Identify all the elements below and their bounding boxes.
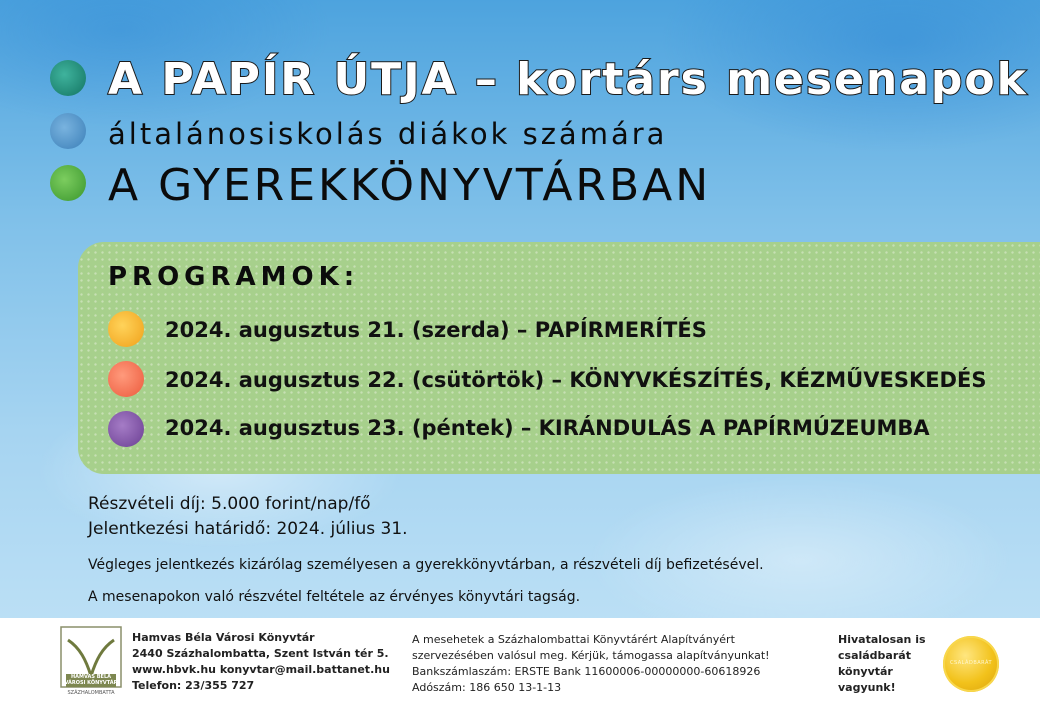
fee-text: Részvételi díj: 5.000 forint/nap/fő bbox=[88, 494, 371, 514]
registration-text: Végleges jelentkezés kizárólag személyesen a gyerekkönyvtárban, a részvételi díj befizetésével. bbox=[88, 557, 764, 573]
library-address: 2440 Százhalombatta, Szent István tér 5. bbox=[132, 647, 389, 660]
family-friendly-seal-icon bbox=[943, 636, 999, 692]
logo-line-1: HAMVAS BÉLA bbox=[70, 674, 112, 680]
title-line-2: általánosiskolás diákok számára bbox=[108, 117, 668, 151]
program-item-2: 2024. augusztus 22. (csütörtök) – KÖNYVKÉSZÍTÉS, KÉZMŰVESKEDÉS bbox=[165, 368, 987, 392]
library-name: Hamvas Béla Városi Könyvtár bbox=[132, 631, 315, 644]
purple-dot-icon bbox=[108, 411, 144, 447]
program-item-3: 2024. augusztus 23. (péntek) – KIRÁNDULÁS A PAPÍRMÚZEUMBA bbox=[165, 416, 930, 440]
family-line-2: családbarát bbox=[838, 649, 911, 662]
foundation-bank: Bankszámlaszám: ERSTE Bank 11600006-00000000-60618926 bbox=[412, 665, 761, 678]
logo-line-3: SZÁZHALOMBATTA bbox=[67, 690, 115, 696]
library-web-email: www.hbvk.hu konyvtar@mail.battanet.hu bbox=[132, 663, 390, 676]
family-line-4: vagyunk! bbox=[838, 681, 896, 694]
family-line-1: Hivatalosan is bbox=[838, 633, 926, 646]
foundation-tax: Adószám: 186 650 13-1-13 bbox=[412, 681, 562, 694]
family-friendly-text bbox=[838, 632, 926, 696]
logo-line-2: VÁROSI KÖNYVTÁR bbox=[64, 680, 118, 686]
foundation-line-1: A mesehetek a Százhalombattai Könyvtárért Alapítványért bbox=[412, 633, 735, 646]
blue-dot-icon bbox=[50, 113, 86, 149]
membership-text: A mesenapokon való részvétel feltétele az érvényes könyvtári tagság. bbox=[88, 589, 581, 605]
foundation-info bbox=[412, 632, 770, 696]
library-phone: Telefon: 23/355 727 bbox=[132, 679, 255, 692]
coral-dot-icon bbox=[108, 361, 144, 397]
title-line-3: A GYEREKKÖNYVTÁRBAN bbox=[108, 160, 712, 211]
programs-title: PROGRAMOK: bbox=[108, 262, 360, 292]
program-item-1: 2024. augusztus 21. (szerda) – PAPÍRMERÍTÉS bbox=[165, 318, 707, 342]
seal-label: CSALÁDBARÁT bbox=[949, 660, 993, 666]
library-contact bbox=[132, 630, 390, 694]
foundation-line-2: szervezésében valósul meg. Kérjük, támogassa alapítványunkat! bbox=[412, 649, 770, 662]
green-dot-icon bbox=[50, 165, 86, 201]
teal-dot-icon bbox=[50, 60, 86, 96]
family-line-3: könyvtár bbox=[838, 665, 893, 678]
library-logo bbox=[60, 626, 122, 704]
orange-dot-icon bbox=[108, 311, 144, 347]
title-line-1: A PAPÍR ÚTJA – kortárs mesenapok bbox=[108, 54, 1028, 105]
deadline-text: Jelentkezési határidő: 2024. július 31. bbox=[88, 519, 408, 539]
